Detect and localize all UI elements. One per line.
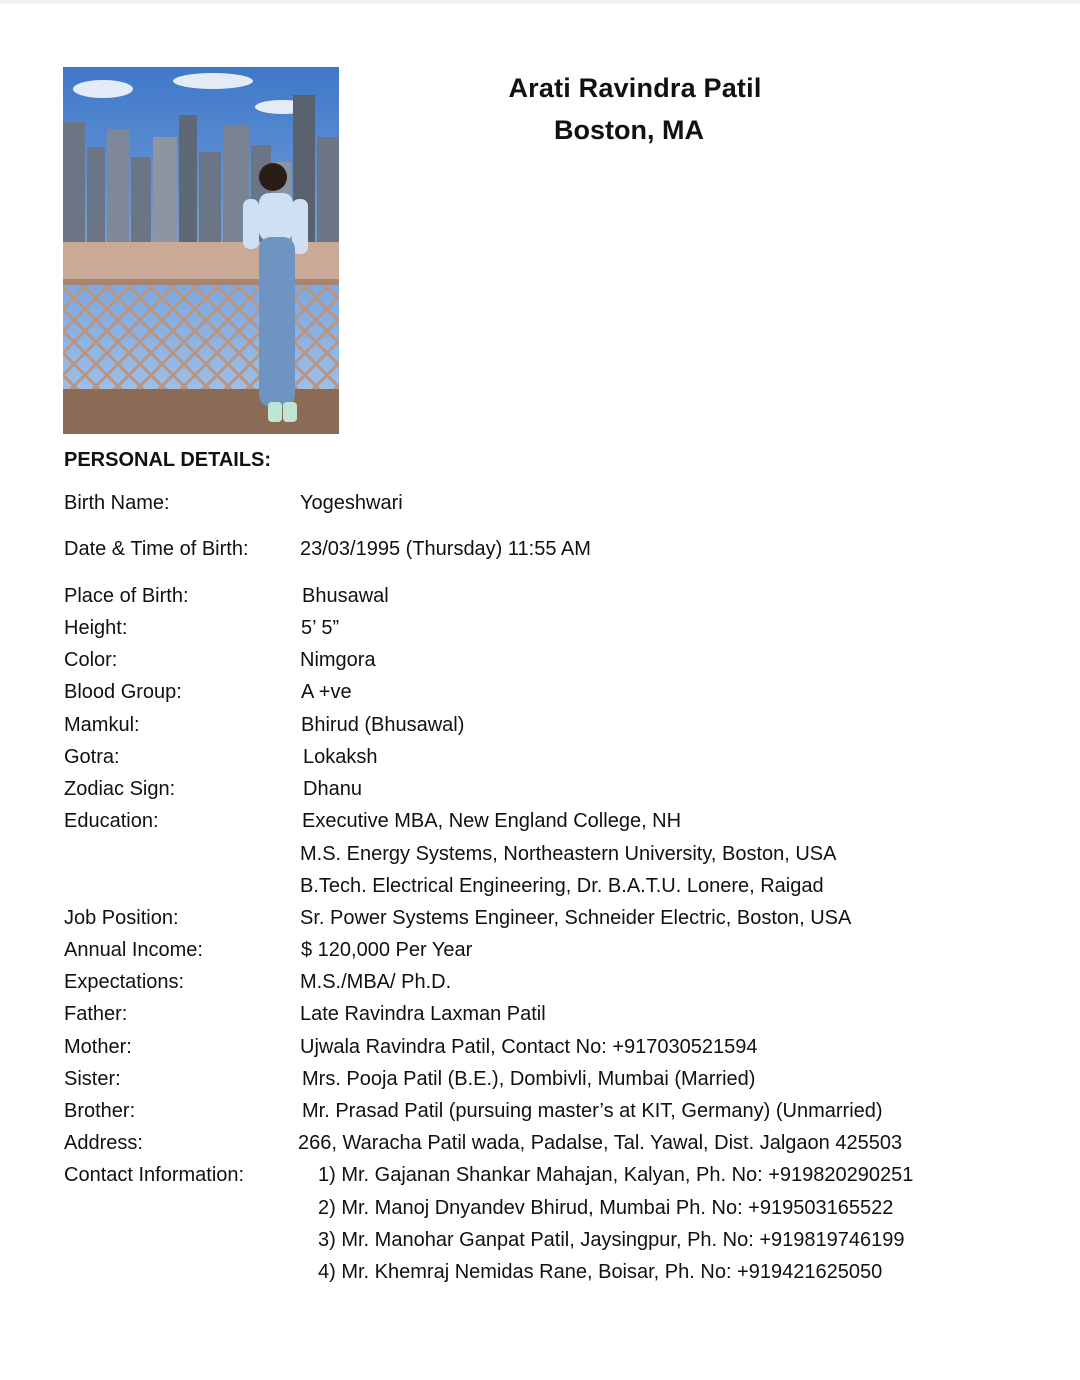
section-heading: PERSONAL DETAILS: xyxy=(64,449,272,471)
contact-item: 1) Mr. Gajanan Shankar Mahajan, Kalyan, Ph. No: +919820290251 xyxy=(318,1164,914,1186)
detail-value: A +ve xyxy=(301,681,352,703)
detail-value: Ujwala Ravindra Patil, Contact No: +917030521594 xyxy=(300,1036,758,1058)
detail-value: B.Tech. Electrical Engineering, Dr. B.A.T.U. Lonere, Raigad xyxy=(300,875,824,897)
detail-label: Address: xyxy=(64,1132,143,1154)
detail-value: Yogeshwari xyxy=(300,492,403,514)
contact-item: 3) Mr. Manohar Ganpat Patil, Jaysingpur, Ph. No: +919819746199 xyxy=(318,1229,905,1251)
detail-value: Lokaksh xyxy=(303,746,378,768)
detail-label: Contact Information: xyxy=(64,1164,245,1186)
contact-item: 2) Mr. Manoj Dnyandev Bhirud, Mumbai Ph. No: +919503165522 xyxy=(318,1197,894,1219)
detail-label: Sister: xyxy=(64,1068,121,1090)
detail-value: Late Ravindra Laxman Patil xyxy=(300,1003,546,1025)
contact-item: 4) Mr. Khemraj Nemidas Rane, Boisar, Ph. No: +919421625050 xyxy=(318,1261,883,1283)
detail-label: Zodiac Sign: xyxy=(64,778,176,800)
detail-value: Mrs. Pooja Patil (B.E.), Dombivli, Mumbai (Married) xyxy=(302,1068,756,1090)
detail-value: Sr. Power Systems Engineer, Schneider Electric, Boston, USA xyxy=(300,907,852,929)
detail-label: Job Position: xyxy=(64,907,179,929)
detail-label: Place of Birth: xyxy=(64,585,189,607)
detail-label: Mamkul: xyxy=(64,714,140,736)
detail-value: 266, Waracha Patil wada, Padalse, Tal. Yawal, Dist. Jalgaon 425503 xyxy=(298,1132,903,1154)
detail-value: Nimgora xyxy=(300,649,376,671)
candidate-location: Boston, MA xyxy=(554,115,704,145)
top-divider xyxy=(0,0,1080,4)
detail-label: Education: xyxy=(64,810,159,832)
detail-value: M.S./MBA/ Ph.D. xyxy=(300,971,452,993)
detail-value: $ 120,000 Per Year xyxy=(301,939,473,961)
detail-label: Date & Time of Birth: xyxy=(64,538,249,560)
detail-label: Blood Group: xyxy=(64,681,182,703)
detail-label: Birth Name: xyxy=(64,492,170,514)
detail-value: Bhusawal xyxy=(302,585,389,607)
detail-label: Father: xyxy=(64,1003,128,1025)
detail-value: Mr. Prasad Patil (pursuing master’s at KIT, Germany) (Unmarried) xyxy=(302,1100,883,1122)
detail-value: Dhanu xyxy=(303,778,362,800)
detail-label: Height: xyxy=(64,617,128,639)
candidate-name: Arati Ravindra Patil xyxy=(508,73,762,103)
detail-value: 23/03/1995 (Thursday) 11:55 AM xyxy=(300,538,591,560)
detail-label: Brother: xyxy=(64,1100,136,1122)
detail-value: Executive MBA, New England College, NH xyxy=(302,810,682,832)
detail-value: 5’ 5” xyxy=(301,617,340,639)
profile-photo xyxy=(63,67,339,434)
detail-value: M.S. Energy Systems, Northeastern University, Boston, USA xyxy=(300,843,837,865)
detail-label: Annual Income: xyxy=(64,939,203,961)
detail-label: Mother: xyxy=(64,1036,132,1058)
detail-label: Expectations: xyxy=(64,971,185,993)
detail-label: Color: xyxy=(64,649,118,671)
detail-value: Bhirud (Bhusawal) xyxy=(301,714,465,736)
detail-label: Gotra: xyxy=(64,746,120,768)
